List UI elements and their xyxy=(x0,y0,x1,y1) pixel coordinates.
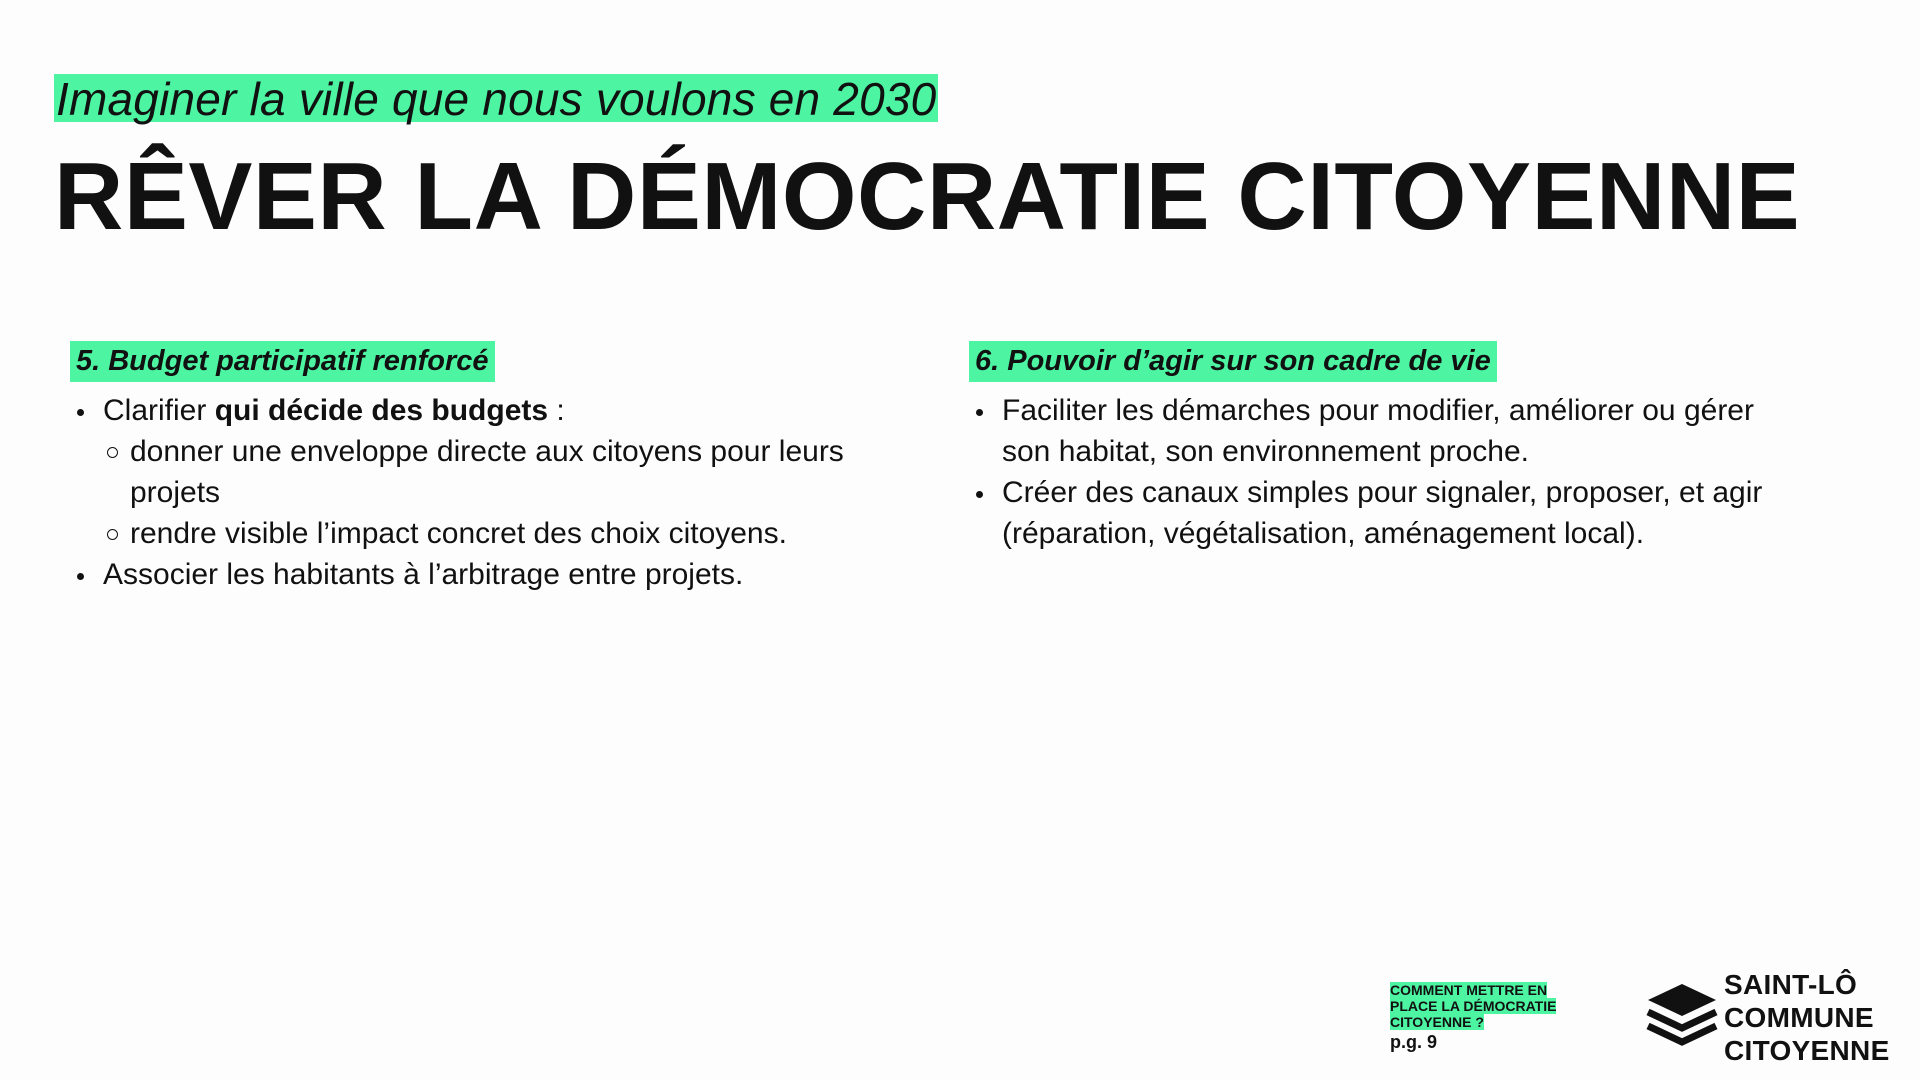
section-budget-participatif xyxy=(70,341,900,595)
list-item: Faciliter les démarches pour modifier, améliorer ou gérer son habitat, son environnement proche. xyxy=(969,390,1769,472)
section-heading: 6. Pouvoir d’agir sur son cadre de vie xyxy=(969,341,1497,382)
sub-list-item: rendre visible l’impact concret des choix citoyens. xyxy=(103,513,900,554)
list-item: Associer les habitants à l’arbitrage entre projets. xyxy=(70,554,900,595)
sub-list-item: donner une enveloppe directe aux citoyens pour leurs projets xyxy=(103,431,900,513)
brand-logo-text xyxy=(1724,968,1890,1067)
sub-list xyxy=(103,431,900,554)
footer-tag-line: PLACE LA DÉMOCRATIE xyxy=(1390,998,1557,1014)
page-number: p.g. 9 xyxy=(1390,1032,1438,1052)
footer-tag-line: CITOYENNE ? xyxy=(1390,1014,1484,1030)
list-item xyxy=(70,390,900,554)
slide-subtitle: Imaginer la ville que nous voulons en 2030 xyxy=(56,73,937,125)
footer-document-tag xyxy=(1390,982,1590,1030)
footer-tag-line: COMMENT METTRE EN xyxy=(1390,982,1548,998)
section-pouvoir-agir xyxy=(969,341,1799,554)
item-bold-text: qui décide des budgets xyxy=(214,394,549,427)
logo-line: CITOYENNE xyxy=(1724,1035,1890,1066)
section-heading: 5. Budget participatif renforcé xyxy=(70,341,495,382)
logo-line: COMMUNE xyxy=(1724,1002,1874,1033)
item-text: Clarifier xyxy=(103,394,215,427)
list-item: Créer des canaux simples pour signaler, proposer, et agir (réparation, végétalisation, aménagement local). xyxy=(969,472,1769,554)
bullet-list xyxy=(969,390,1769,554)
bullet-list xyxy=(70,390,900,595)
slide-title: RÊVER LA DÉMOCRATIE CITOYENNE xyxy=(54,143,1801,250)
stacked-layers-icon xyxy=(1644,980,1720,1050)
logo-line: SAINT-LÔ xyxy=(1724,969,1858,1000)
item-text: : xyxy=(548,394,565,427)
